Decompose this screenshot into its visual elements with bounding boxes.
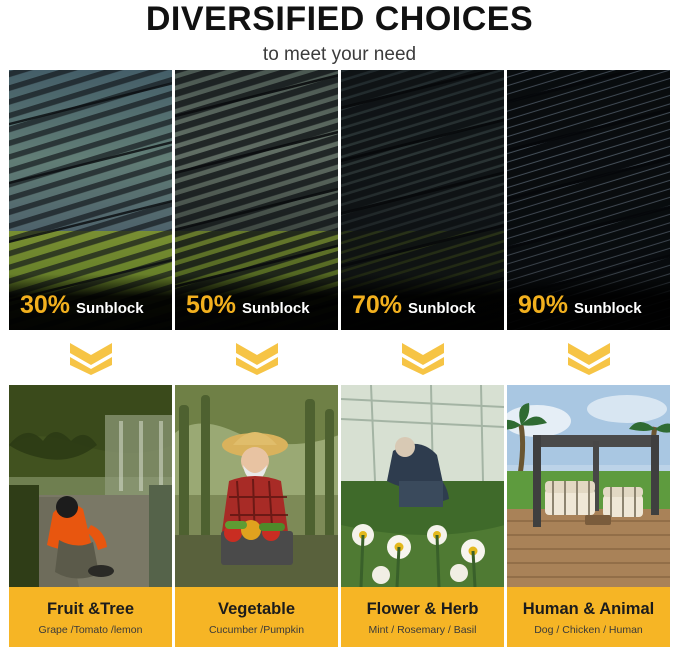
use-case-photo xyxy=(9,385,172,587)
use-case-title: Vegetable xyxy=(217,600,296,619)
use-case-card-vegetable xyxy=(175,385,338,647)
shade-card-70 xyxy=(341,70,504,330)
arrow-cell xyxy=(175,336,338,380)
chevron-down-icon xyxy=(234,341,280,375)
shade-label: Sunblock xyxy=(408,300,476,317)
use-case-subtitle: Dog / Chicken / Human xyxy=(534,623,643,636)
use-case-subtitle: Mint / Rosemary / Basil xyxy=(368,623,477,636)
use-case-label xyxy=(9,587,172,647)
use-case-photo xyxy=(341,385,504,587)
shade-card-90 xyxy=(507,70,670,330)
use-case-photo xyxy=(507,385,670,587)
use-case-label xyxy=(341,587,504,647)
arrow-cell xyxy=(341,336,504,380)
arrow-cell xyxy=(507,336,670,380)
use-case-label xyxy=(507,587,670,647)
shade-caption xyxy=(9,274,172,330)
shade-sample-row xyxy=(9,70,670,330)
use-case-card-flower-herb xyxy=(341,385,504,647)
shade-label: Sunblock xyxy=(242,300,310,317)
use-case-title: Flower & Herb xyxy=(366,600,479,619)
use-case-card-fruit-tree xyxy=(9,385,172,647)
pergola-patio-photo xyxy=(507,385,670,587)
chevron-down-icon xyxy=(400,341,446,375)
shade-card-50 xyxy=(175,70,338,330)
page-subtitle: to meet your need xyxy=(262,43,417,65)
use-case-title: Fruit &Tree xyxy=(46,600,135,619)
shade-caption xyxy=(175,274,338,330)
use-case-title: Human & Animal xyxy=(522,600,655,619)
farmer-harvest-photo xyxy=(175,385,338,587)
greenhouse-worker-photo xyxy=(9,385,172,587)
page-title: DIVERSIFIED CHOICES xyxy=(145,0,534,38)
shade-caption xyxy=(341,274,504,330)
use-case-card-human-animal xyxy=(507,385,670,647)
flower-grower-photo xyxy=(341,385,504,587)
shade-percent: 50% xyxy=(186,291,237,319)
shade-caption xyxy=(507,274,670,330)
shade-card-30 xyxy=(9,70,172,330)
shade-percent: 90% xyxy=(518,291,569,319)
shade-percent: 30% xyxy=(20,291,71,319)
shade-percent: 70% xyxy=(352,291,403,319)
use-case-subtitle: Grape /Tomato /lemon xyxy=(38,623,143,636)
use-case-photo xyxy=(175,385,338,587)
use-case-subtitle: Cucumber /Pumpkin xyxy=(208,623,305,636)
arrow-cell xyxy=(9,336,172,380)
use-case-label xyxy=(175,587,338,647)
shade-label: Sunblock xyxy=(76,300,144,317)
chevron-down-icon xyxy=(68,341,114,375)
chevron-down-icon xyxy=(566,341,612,375)
use-case-row xyxy=(9,385,670,647)
shade-label: Sunblock xyxy=(574,300,642,317)
header xyxy=(0,0,679,66)
arrow-row xyxy=(9,336,670,380)
